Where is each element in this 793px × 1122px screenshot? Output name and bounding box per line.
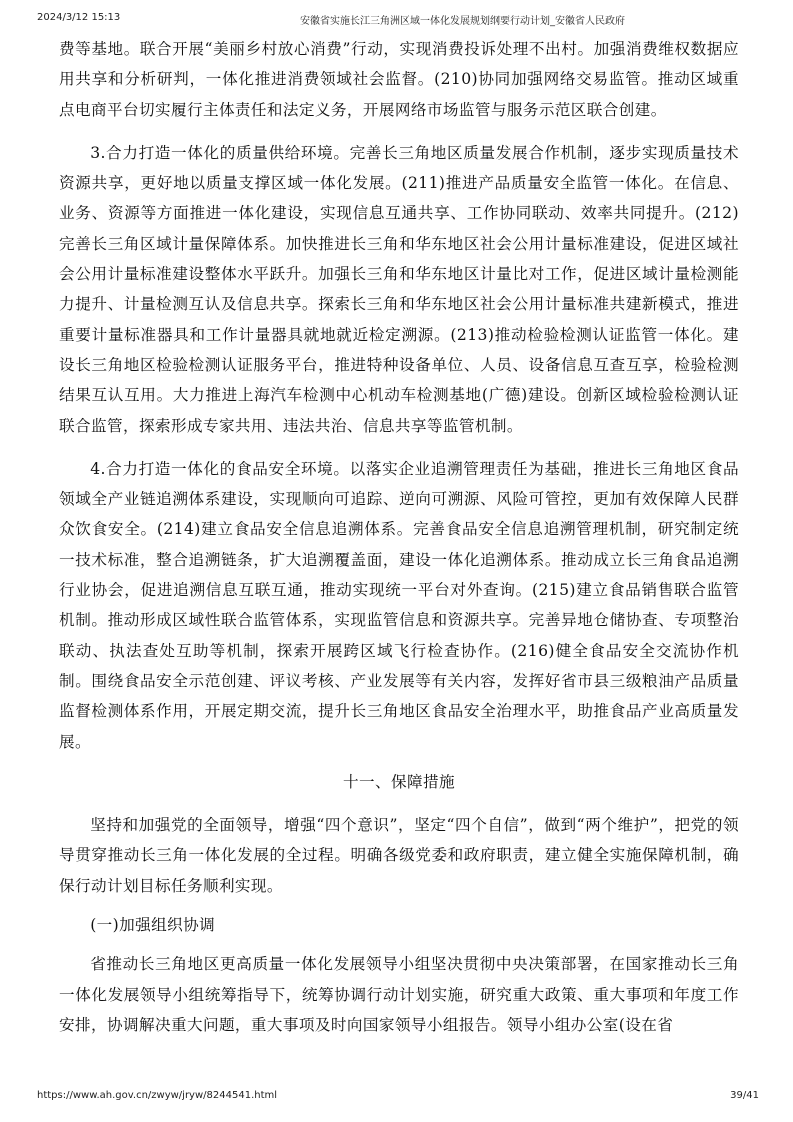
document-body: [59, 34, 739, 1040]
section-heading: 十一、保障措施: [343, 772, 455, 791]
print-header: [0, 12, 793, 32]
paragraph-food-safety: 4.合力打造一体化的食品安全环境。以落实企业追溯管理责任为基础，推进长三角地区食品领域全产业链追溯体系建设，实现顺向可追踪、逆向可溯源、风险可管控，更加有效保障人民群众饮食安全。(214)建立食品安全信息追溯体系。完善食品安全信息追溯管理机制，研究制定统一技术标准，整合追溯链条，扩大追溯覆盖面，建设一体化追溯体系。推动成立长三角食品追溯行业协会，促进追溯信息互联互通，推动实现统一平台对外查询。(215)建立食品销售联合监管机制。推动形成区域性联合监管体系，实现监管信息和资源共享。完善异地仓储协查、专项整治联动、执法查处互助等机制，探索开展跨区域飞行检查协作。(216)健全食品安全交流协作机制。围绕食品安全示范创建、评议考核、产业发展等有关内容，发挥好省市县三级粮油产品质量监督检测体系作用，开展定期交流，提升长三角地区食品安全治理水平，助推食品产业高质量发展。: [59, 459, 739, 751]
sub-heading: (一)加强组织协调: [90, 916, 216, 935]
paragraph-quality-supply: 3.合力打造一体化的质量供给环境。完善长三角地区质量发展合作机制，逐步实现质量技术资源共享，更好地以质量支撑区域一体化发展。(211)推进产品质量安全监管一体化。在信息、业务、资源等方面推进一体化建设，实现信息互通共享、工作协同联动、效率共同提升。(212)完善长三角区域计量保障体系。加快推进长三角和华东地区社会公用计量标准建设，促进区域社会公用计量标准建设整体水平跃升。加强长三角和华东地区计量比对工作，促进区域计量检测能力提升、计量检测互认及信息共享。探索长三角和华东地区社会公用计量标准共建新模式，推进重要计量标准器具和工作计量器具就地就近检定溯源。(213)推动检验检测认证监管一体化。建设长三角地区检验检测认证服务平台，推进特种设备单位、人员、设备信息互查互享，检验检测结果互认互用。大力推进上海汽车检测中心机动车检测基地(广德)建设。创新区域检验检测认证联合监管，探索形成专家共用、违法共治、信息共享等监管机制。: [59, 143, 739, 435]
page-number: 39/41: [730, 1090, 759, 1101]
paragraph-consumer-supervision: 费等基地。联合开展“美丽乡村放心消费”行动，实现消费投诉处理不出村。加强消费维权数据应用共享和分析研判，一体化推进消费领域社会监督。(210)协同加强网络交易监管。推动区域重点电商平台切实履行主体责任和法定义务，开展网络市场监管与服务示范区联合创建。: [59, 40, 739, 119]
page-url[interactable]: https://www.ah.gov.cn/zwyw/jryw/8244541.html: [37, 1090, 278, 1101]
print-date: 2024/3/12 15:13: [37, 12, 121, 23]
paragraph-party-leadership: 坚持和加强党的全面领导，增强“四个意识”，坚定“四个自信”，做到“两个维护”，把党的领导贯穿推动长三角一体化发展的全过程。明确各级党委和政府职责，建立健全实施保障机制，确保行动计划目标任务顺利实现。: [59, 816, 739, 895]
paragraph-organization: 省推动长三角地区更高质量一体化发展领导小组坚决贯彻中央决策部署，在国家推动长三角一体化发展领导小组统筹指导下，统筹协调行动计划实施，研究重大政策、重大事项和年度工作安排，协调解决重大问题，重大事项及时向国家领导小组报告。领导小组办公室(设在省: [59, 955, 739, 1034]
page-title: 安徽省实施长江三角洲区域一体化发展规划纲要行动计划_安徽省人民政府: [300, 16, 625, 27]
print-footer: [0, 1090, 793, 1106]
